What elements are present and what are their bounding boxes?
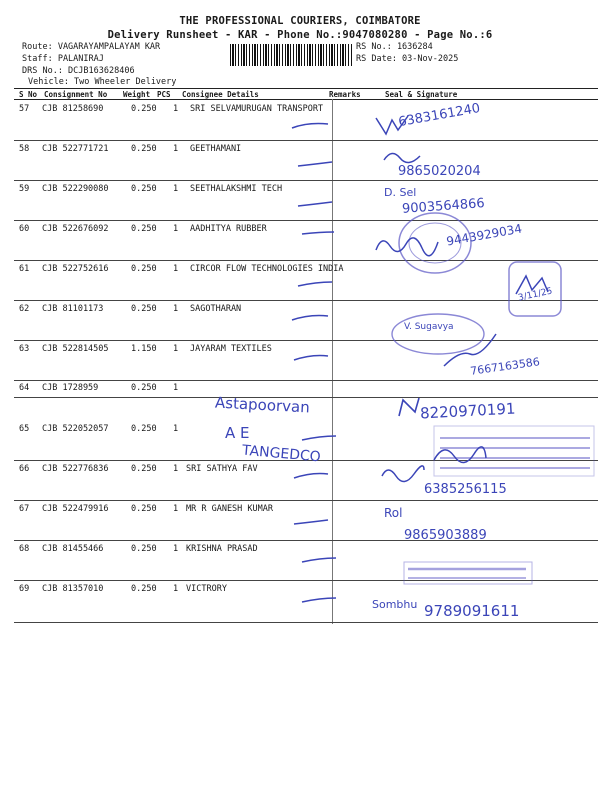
row-weight: 0.250 (131, 144, 157, 154)
row-pcs: 1 (173, 224, 179, 234)
row-consignee: SEETHALAKSHMI TECH (190, 184, 283, 194)
row-sno: 62 (19, 304, 30, 314)
signature-scribble (430, 440, 490, 470)
row-rule (14, 622, 598, 623)
row-pcs: 1 (173, 344, 179, 354)
row-consignment: CJB 522479916 (42, 504, 109, 514)
col-sno: S No (19, 90, 38, 99)
row-consignment: CJB 522814505 (42, 344, 109, 354)
row-weight: 0.250 (131, 224, 157, 234)
row-weight: 0.250 (131, 584, 157, 594)
col-consignment: Consignment No (44, 90, 108, 99)
row-sno: 58 (19, 144, 30, 154)
remark-tick-mark (300, 228, 338, 242)
row-consignment: CJB 522676092 (42, 224, 109, 234)
row-rule (14, 220, 598, 221)
row-weight: 0.250 (131, 544, 157, 554)
row-sno: 68 (19, 544, 30, 554)
col-remarks: Remarks (329, 90, 361, 99)
row-consignment: CJB 522290080 (42, 184, 109, 194)
handwritten-phone: 6385256115 (424, 482, 507, 497)
remark-tick-mark (300, 432, 340, 446)
row-consignee: AADHITYA RUBBER (190, 224, 267, 234)
row-weight: 0.250 (131, 383, 157, 393)
row-sno: 63 (19, 344, 30, 354)
route-label: Route: VAGARAYAMPALAYAM KAR (22, 42, 161, 52)
row-pcs: 1 (173, 144, 179, 154)
row-sno: 59 (19, 184, 30, 194)
remark-tick-mark (290, 118, 332, 132)
drs-label: DRS No.: DCJB163628406 (22, 66, 135, 76)
company-title: THE PROFESSIONAL COURIERS, COIMBATORE (179, 15, 421, 27)
remark-tick-mark (290, 312, 332, 326)
remarks-divider (332, 99, 333, 624)
row-weight: 0.250 (131, 424, 157, 434)
runsheet-title: Delivery Runsheet - KAR - Phone No.:9047080280 - Page No.:6 (107, 29, 493, 41)
row-rule (14, 380, 598, 381)
handwritten-name: V. Sugavya (404, 322, 454, 332)
row-consignment: CJB 522052057 (42, 424, 109, 434)
row-consignment: CJB 1728959 (42, 383, 99, 393)
row-rule (14, 540, 598, 541)
row-pcs: 1 (173, 304, 179, 314)
row-pcs: 1 (173, 424, 179, 434)
row-consignee: SAGOTHARAN (190, 304, 242, 314)
row-consignee: CIRCOR FLOW TECHNOLOGIES INDIA (190, 264, 344, 274)
handwritten-phone: 6383161240 (397, 100, 482, 131)
remark-tick-mark (292, 518, 332, 532)
row-consignment: CJB 81258690 (42, 104, 104, 114)
handwritten-phone: 9865903889 (404, 528, 487, 543)
row-sno: 65 (19, 424, 30, 434)
row-weight: 0.250 (131, 464, 157, 474)
row-pcs: 1 (173, 544, 179, 554)
row-rule (14, 340, 598, 341)
handwritten-phone: 9443929034 (445, 221, 523, 249)
row-sno: 64 (19, 383, 30, 393)
remark-tick-mark (296, 160, 336, 174)
row-weight: 0.250 (131, 104, 157, 114)
row-consignment: CJB 81101173 (42, 304, 104, 314)
handwritten-date: 3/11/25 (517, 286, 554, 304)
row-consignment: CJB 522771721 (42, 144, 109, 154)
row-pcs: 1 (173, 264, 179, 274)
handwritten-name: TANGEDCO (241, 442, 322, 466)
row-pcs: 1 (173, 184, 179, 194)
rs-number: RS No.: 1636284 (356, 42, 433, 52)
row-consignee: KRISHNA PRASAD (186, 544, 258, 554)
row-consignment: CJB 522752616 (42, 264, 109, 274)
row-weight: 0.250 (131, 304, 157, 314)
table-top-rule (14, 88, 598, 89)
handwritten-name: Rol (384, 506, 403, 520)
remark-tick-mark (296, 278, 336, 292)
handwritten-phone: 9789091611 (424, 602, 520, 620)
handwritten-name: A E (225, 424, 250, 442)
row-consignee: VICTRORY (186, 584, 227, 594)
handwritten-phone: 9003564866 (401, 196, 486, 217)
row-sno: 57 (19, 104, 30, 114)
row-rule (14, 500, 598, 501)
col-seal: Seal & Signature (385, 90, 458, 99)
business-rubber-stamp (402, 560, 534, 586)
row-sno: 69 (19, 584, 30, 594)
row-consignee: SRI SELVAMURUGAN TRANSPORT (190, 104, 324, 114)
row-rule (14, 180, 598, 181)
row-sno: 66 (19, 464, 30, 474)
row-pcs: 1 (173, 383, 179, 393)
col-consignee: Consignee Details (182, 90, 259, 99)
handwritten-name: D. Sel (384, 186, 417, 199)
vehicle-label: Vehicle: Two Wheeler Delivery (28, 77, 177, 87)
rs-date: RS Date: 03-Nov-2025 (356, 54, 459, 64)
remark-tick-mark (292, 470, 332, 484)
row-consignee: MR R GANESH KUMAR (186, 504, 273, 514)
row-consignment: CJB 81357010 (42, 584, 104, 594)
remark-tick-mark (300, 594, 340, 608)
row-pcs: 1 (173, 504, 179, 514)
row-weight: 0.250 (131, 504, 157, 514)
row-pcs: 1 (173, 584, 179, 594)
row-consignment: CJB 81455466 (42, 544, 104, 554)
row-weight: 0.250 (131, 264, 157, 274)
table-header-rule (14, 99, 598, 100)
col-weight: Weight (123, 90, 151, 99)
staff-label: Staff: PALANIRAJ (22, 54, 104, 64)
handwritten-name: Sombhu (372, 598, 418, 611)
row-consignee: GEETHAMANI (190, 144, 242, 154)
barcode (230, 44, 352, 66)
row-consignment: CJB 522776836 (42, 464, 109, 474)
row-weight: 0.250 (131, 184, 157, 194)
handwritten-phone: 9865020204 (398, 164, 481, 179)
col-pcs: PCS (157, 90, 171, 99)
handwritten-phone: 8220970191 (419, 399, 516, 423)
row-sno: 61 (19, 264, 30, 274)
row-sno: 67 (19, 504, 30, 514)
row-pcs: 1 (173, 464, 179, 474)
row-rule (14, 140, 598, 141)
handwritten-name: Astapoorvan (214, 393, 311, 417)
row-consignee: SRI SATHYA FAV (186, 464, 258, 474)
remark-tick-mark (296, 200, 336, 214)
signature-scribble (378, 462, 428, 488)
remark-tick-mark (300, 554, 340, 568)
remark-tick-mark (292, 352, 332, 366)
signature-scribble (372, 232, 442, 258)
handwritten-phone: 7667163586 (469, 355, 541, 378)
row-weight: 1.150 (131, 344, 157, 354)
row-pcs: 1 (173, 104, 179, 114)
row-sno: 60 (19, 224, 30, 234)
row-consignee: JAYARAM TEXTILES (190, 344, 272, 354)
